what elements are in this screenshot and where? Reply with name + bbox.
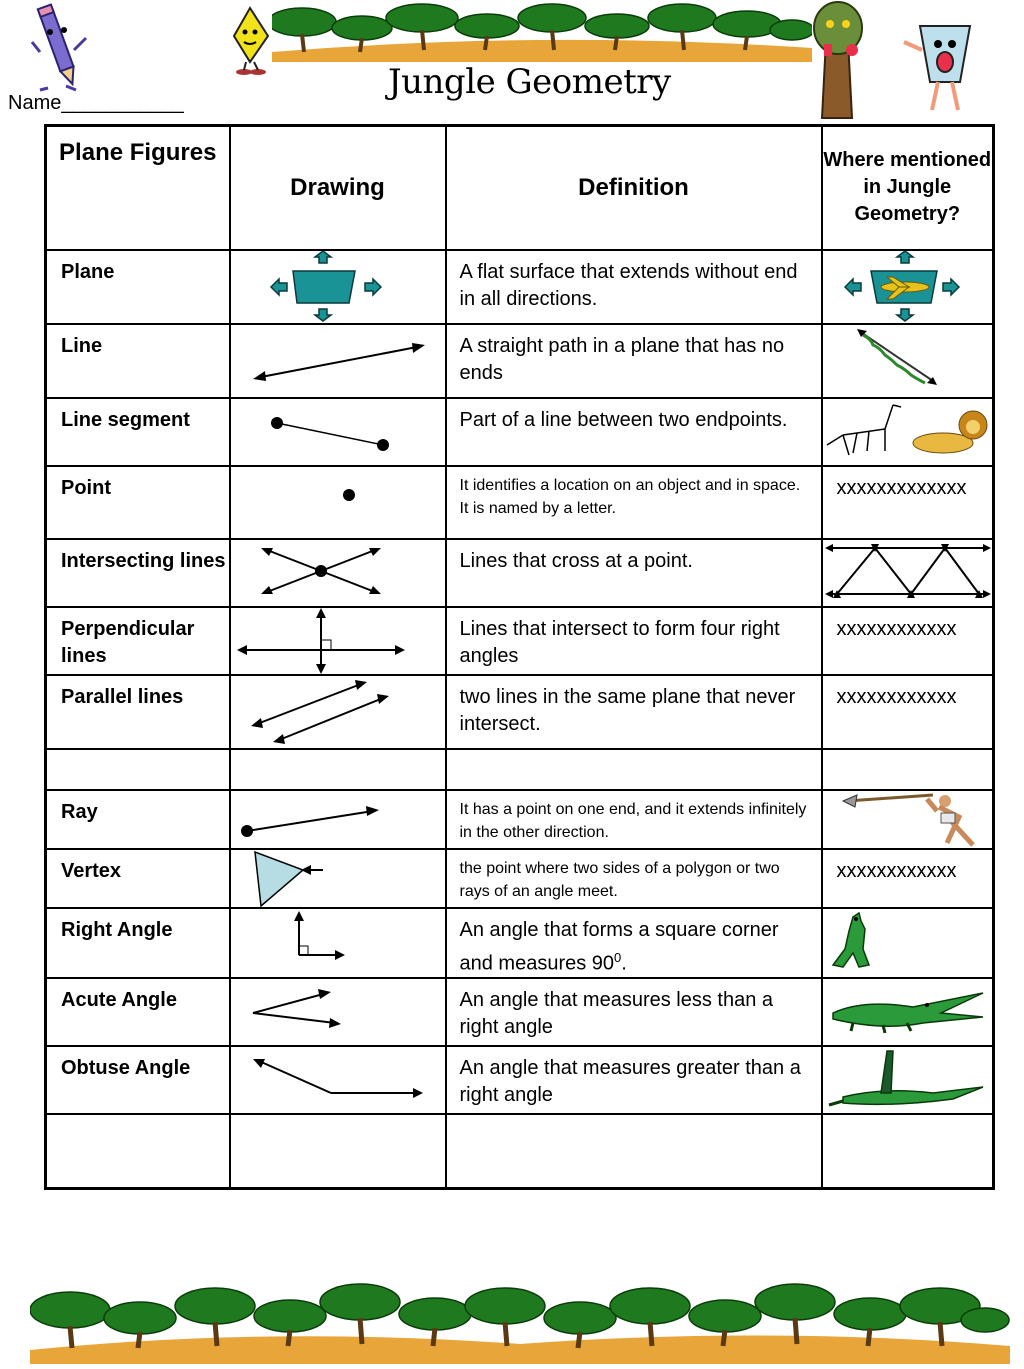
point-drawing-icon (231, 467, 445, 537)
where-text: xxxxxxxxxxxx (822, 675, 994, 749)
definition-text: A straight path in a plane that has no ends (446, 324, 822, 398)
table-row (46, 607, 994, 675)
figure-name (46, 749, 230, 790)
table-row (46, 978, 994, 1046)
definition-text (446, 1114, 822, 1188)
drawing-cell (230, 250, 446, 324)
figure-name: Plane (46, 250, 230, 324)
table-row (46, 790, 994, 849)
tree-mascot-icon (808, 0, 868, 129)
where-cell (822, 324, 994, 398)
definition-text: An angle that forms a square corner and measures $90^0$. (446, 908, 822, 979)
where-text (822, 1114, 994, 1188)
drawing-cell (230, 539, 446, 607)
table-row (46, 849, 994, 908)
vertex-drawing-icon (231, 850, 445, 907)
figure-name: Obtuse Angle (46, 1046, 230, 1114)
line-segment-drawing-icon (231, 399, 445, 465)
definition-text: two lines in the same plane that never intersect. (446, 675, 822, 749)
truss-bridge-icon (823, 540, 993, 606)
figure-name: Line segment (46, 398, 230, 466)
cup-mascot-icon (898, 20, 978, 121)
name-field-label: Name___________ (8, 92, 184, 114)
figure-name: Line (46, 324, 230, 398)
perpendicular-lines-drawing-icon (231, 608, 445, 674)
figure-name: Intersecting lines (46, 539, 230, 607)
table-row (46, 675, 994, 749)
column-header-where-mentioned: Where mentioned in Jungle Geometry? (822, 126, 994, 250)
figure-name: Vertex (46, 849, 230, 908)
where-cell (822, 398, 994, 466)
definition-text: It identifies a location on an object and in space. It is named by a letter. (446, 466, 822, 539)
definition-text: A flat surface that extends without end in all directions. (446, 250, 822, 324)
figure-name: Ray (46, 790, 230, 849)
standing-crocodile-icon (823, 909, 993, 976)
definition-text: It has a point on one end, and it extends infinitely in the other direction. (446, 790, 822, 849)
where-text: xxxxxxxxxxxx (822, 849, 994, 908)
drawing-cell (230, 908, 446, 979)
ray-drawing-icon (231, 791, 445, 848)
where-cell (822, 539, 994, 607)
drawing-cell (230, 749, 446, 790)
figure-name: Perpendicular lines (46, 607, 230, 675)
drawing-cell (230, 607, 446, 675)
definition-text: Part of a line between two endpoints. (446, 398, 822, 466)
drawing-cell (230, 675, 446, 749)
acute-angle-drawing-icon (231, 979, 445, 1045)
figure-name: Point (46, 466, 230, 539)
table-row (46, 398, 994, 466)
table-header-row (46, 126, 994, 250)
drawing-cell (230, 1046, 446, 1114)
diamond-mascot-icon (228, 6, 274, 81)
drawing-cell (230, 324, 446, 398)
right-angle-drawing-icon (231, 909, 445, 976)
where-cell (822, 250, 994, 324)
crocodile-vertical-jaw-icon (823, 1047, 993, 1113)
jungle-trees-banner-top (272, 0, 812, 67)
drawing-cell (230, 978, 446, 1046)
where-text (822, 749, 994, 790)
spear-warrior-icon (823, 791, 993, 848)
drawing-cell (230, 849, 446, 908)
jungle-trees-banner-bottom (30, 1270, 1010, 1369)
figure-name: Acute Angle (46, 978, 230, 1046)
drawing-cell (230, 1114, 446, 1188)
where-text: xxxxxxxxxxxxx (822, 466, 994, 539)
parallel-lines-drawing-icon (231, 676, 445, 748)
page-title: Jungle Geometry (388, 62, 671, 102)
table-row (46, 466, 994, 539)
line-drawing-icon (231, 325, 445, 397)
lion-icon (823, 399, 993, 465)
definition-text: An angle that measures greater than a right angle (446, 1046, 822, 1114)
table-row (46, 324, 994, 398)
table-row (46, 539, 994, 607)
where-text: xxxxxxxxxxxx (822, 607, 994, 675)
drawing-cell (230, 398, 446, 466)
vine-icon (823, 325, 993, 397)
intersecting-lines-drawing-icon (231, 540, 445, 606)
table-row (46, 250, 994, 324)
drawing-cell (230, 466, 446, 539)
plane-drawing-icon (231, 251, 445, 323)
table-row (46, 908, 994, 979)
definition-text: Lines that intersect to form four right angles (446, 607, 822, 675)
plane-airplane-icon (823, 251, 993, 323)
definition-text: Lines that cross at a point. (446, 539, 822, 607)
where-cell (822, 908, 994, 979)
table-row-empty (46, 1114, 994, 1188)
geometry-table (44, 124, 995, 1190)
column-header-figures: Plane Figures (46, 126, 230, 250)
figure-name: Parallel lines (46, 675, 230, 749)
column-header-definition: Definition (446, 126, 822, 250)
definition-text: An angle that measures less than a right angle (446, 978, 822, 1046)
where-cell (822, 1046, 994, 1114)
where-cell (822, 978, 994, 1046)
definition-text: the point where two sides of a polygon or two rays of an angle meet. (446, 849, 822, 908)
drawing-cell (230, 790, 446, 849)
definition-text (446, 749, 822, 790)
figure-name (46, 1114, 230, 1188)
table-row-empty (46, 749, 994, 790)
pencil-mascot-icon (30, 2, 90, 97)
figure-name: Right Angle (46, 908, 230, 979)
where-cell (822, 790, 994, 849)
crocodile-open-mouth-icon (823, 979, 993, 1045)
column-header-drawing: Drawing (230, 126, 446, 250)
obtuse-angle-drawing-icon (231, 1047, 445, 1113)
table-row (46, 1046, 994, 1114)
